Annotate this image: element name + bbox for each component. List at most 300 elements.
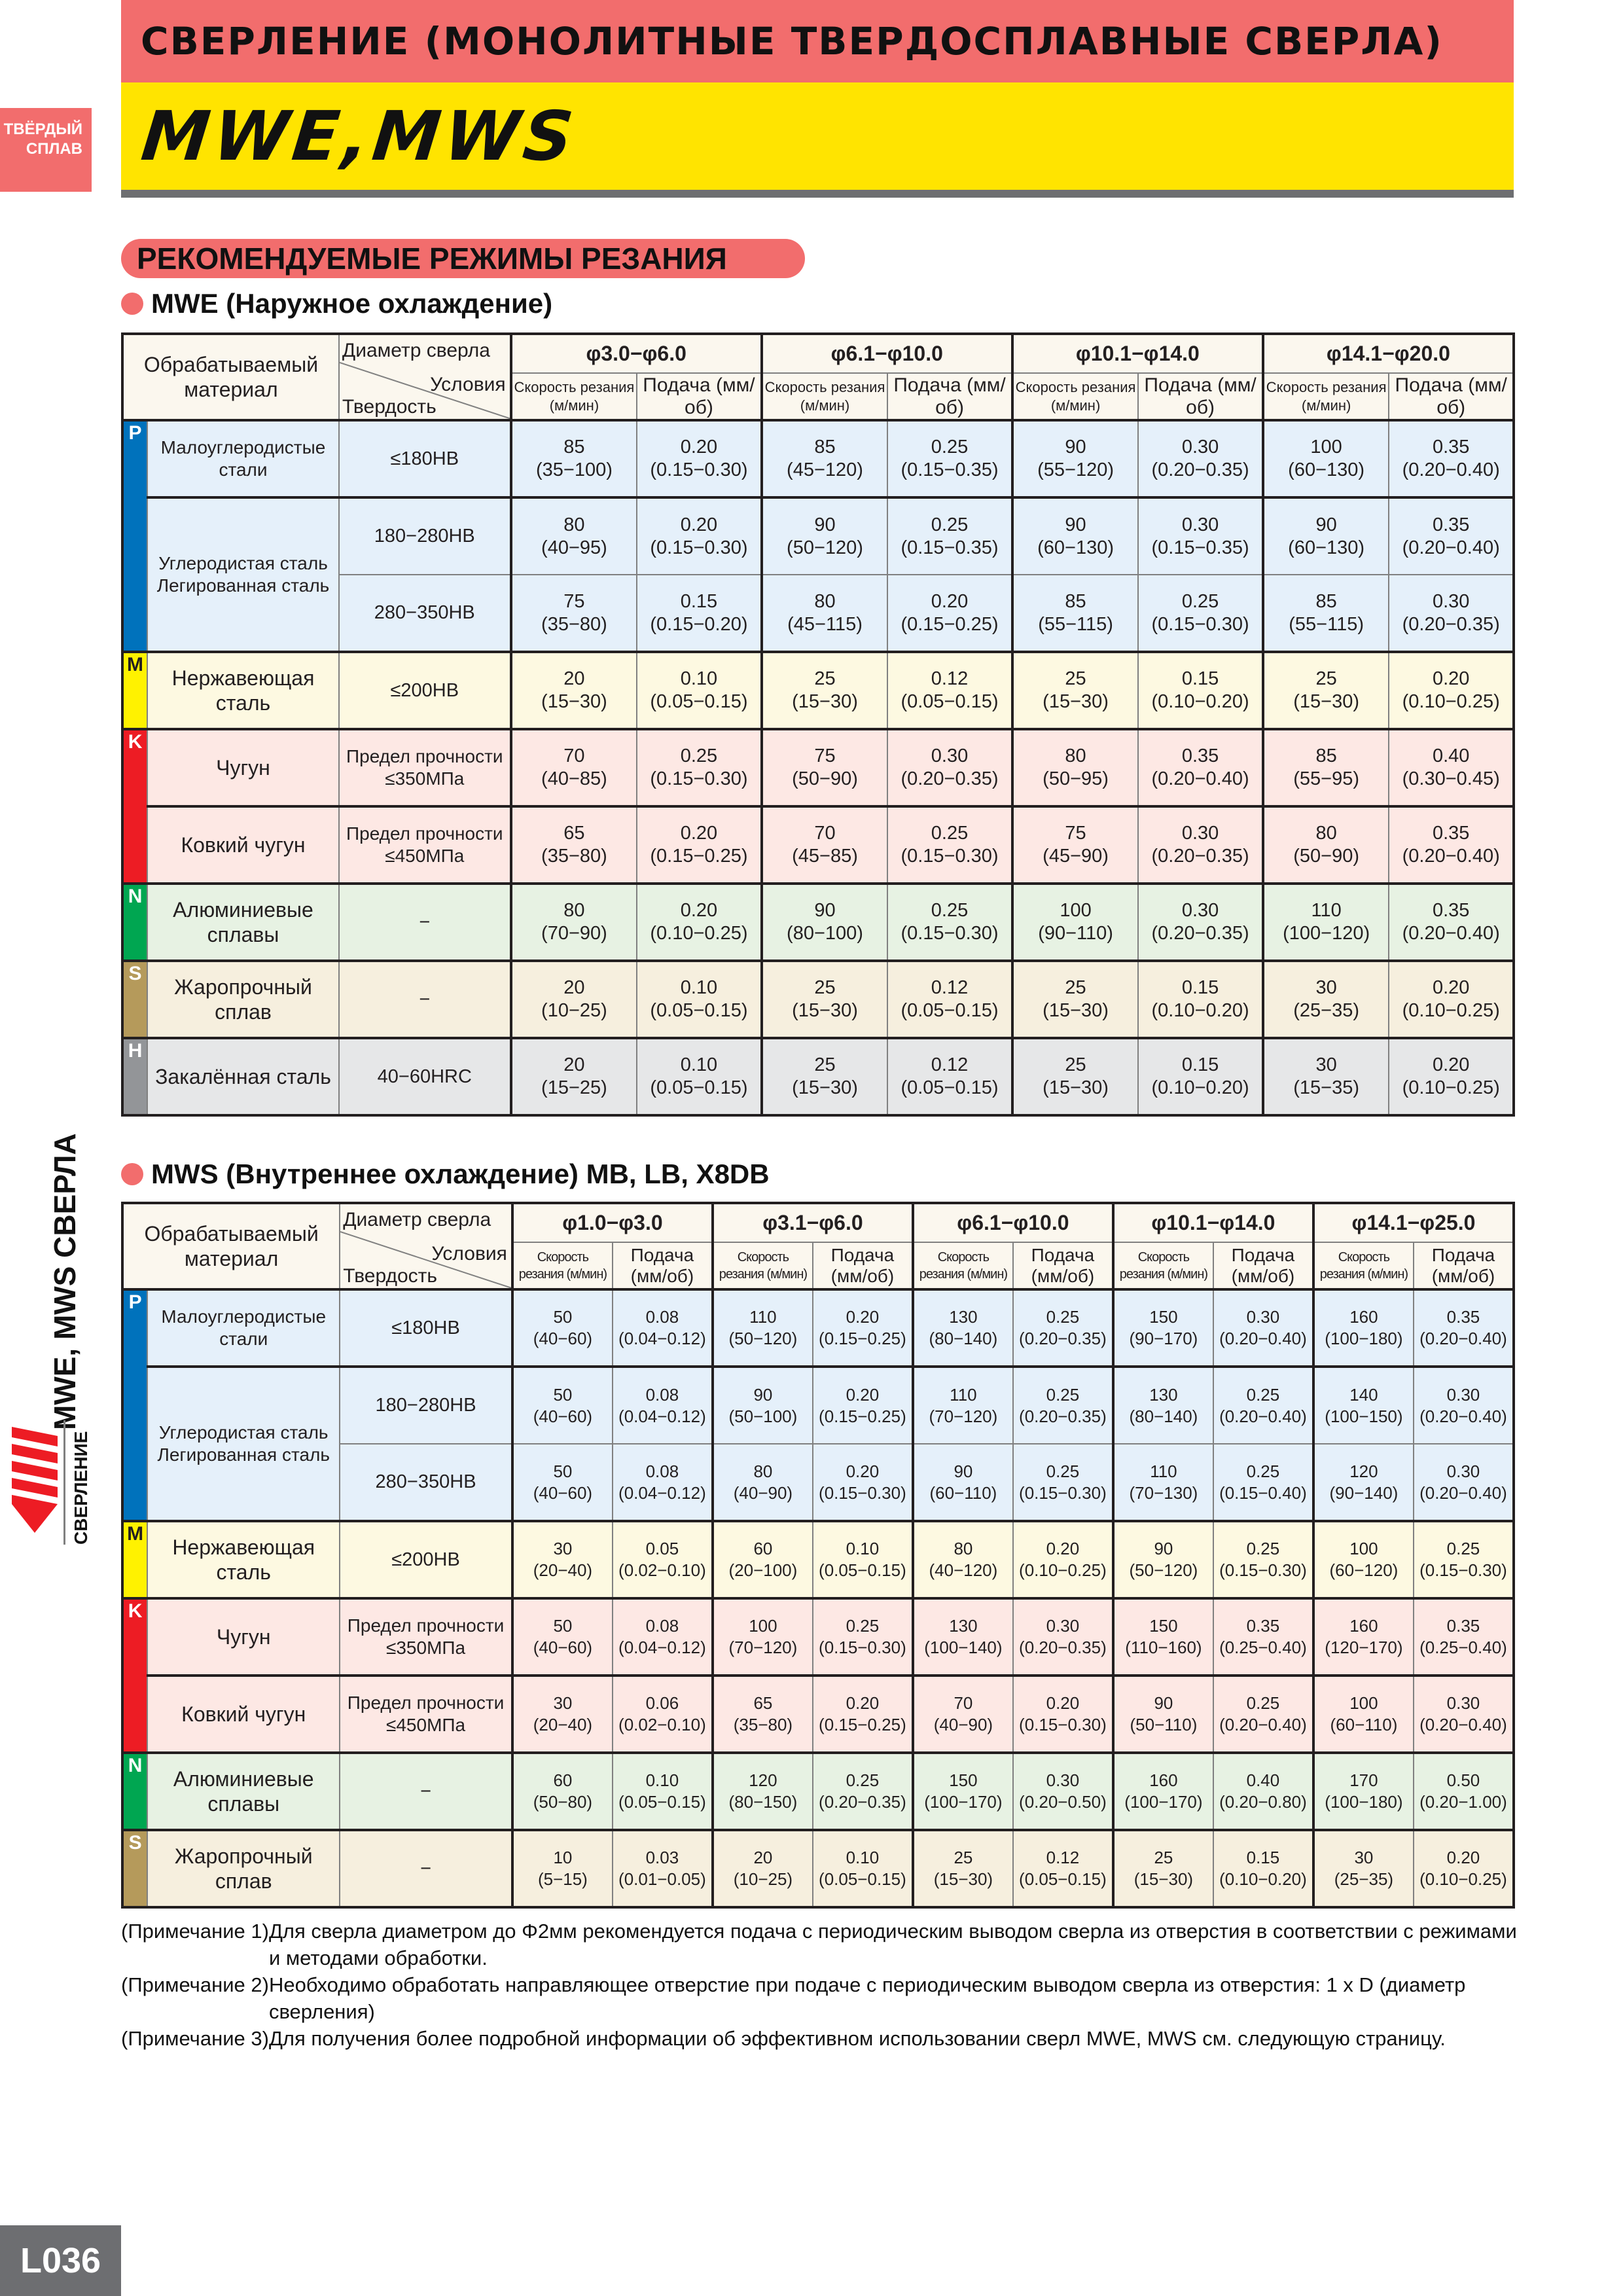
nominal-value: 90 bbox=[1154, 1539, 1173, 1558]
feed-value bbox=[1213, 1289, 1313, 1367]
material-tab-line2: СПЛАВ bbox=[26, 140, 82, 158]
cutting-speed-value bbox=[1263, 729, 1389, 806]
nominal-value: 30 bbox=[1315, 977, 1337, 998]
feed-value bbox=[813, 1753, 913, 1830]
hardness-cell: Предел прочности ≤450МПа bbox=[339, 806, 511, 884]
page-number: L036 bbox=[0, 2225, 121, 2296]
range-value: (35−80) bbox=[733, 1715, 793, 1734]
drill-icon-svg bbox=[0, 1420, 65, 1545]
cutting-speed-value bbox=[1012, 729, 1139, 806]
range-value: (110−160) bbox=[1125, 1638, 1202, 1657]
cutting-speed-value bbox=[512, 1521, 613, 1598]
nominal-value: 0.50 bbox=[1446, 1770, 1480, 1790]
range-value: (0.10−0.25) bbox=[1402, 691, 1500, 712]
range-value: (90−170) bbox=[1129, 1329, 1198, 1348]
nominal-value: 0.25 bbox=[931, 823, 969, 844]
nominal-value: 0.30 bbox=[1446, 1384, 1480, 1405]
cutting-speed-value bbox=[1012, 575, 1139, 652]
range-value: (40−90) bbox=[933, 1715, 993, 1734]
feed-value bbox=[1389, 575, 1514, 652]
range-value: (55−115) bbox=[1289, 613, 1364, 635]
range-value: (0.20−0.40) bbox=[1419, 1715, 1507, 1734]
product-header bbox=[121, 82, 1514, 190]
nominal-value: 0.15 bbox=[1181, 668, 1219, 689]
nominal-value: 0.30 bbox=[1181, 514, 1219, 535]
cutting-speed-value bbox=[1313, 1367, 1414, 1444]
cutting-speed-value bbox=[1313, 1676, 1414, 1753]
feed-value bbox=[637, 420, 762, 497]
material-cell: Жаропрочный сплав bbox=[147, 1830, 340, 1907]
range-value: (0.05−0.15) bbox=[901, 1077, 999, 1098]
nominal-value: 0.30 bbox=[1181, 437, 1219, 457]
nominal-value: 75 bbox=[814, 745, 836, 766]
cutting-speed-value bbox=[1012, 652, 1139, 729]
speed-header: Скорость резания (м/мин) bbox=[1263, 373, 1389, 420]
range-value: (0.15−0.30) bbox=[1219, 1560, 1307, 1580]
bullet-dot-icon bbox=[121, 1163, 143, 1185]
table-row bbox=[122, 729, 1514, 806]
nominal-value: 0.10 bbox=[680, 1054, 718, 1075]
material-cell: Ковкий чугун bbox=[147, 806, 339, 884]
nominal-value: 0.35 bbox=[1446, 1616, 1480, 1636]
cutting-speed-value bbox=[512, 1289, 613, 1367]
nominal-value: 100 bbox=[749, 1616, 777, 1636]
feed-value bbox=[637, 729, 762, 806]
range-value: (40−60) bbox=[533, 1638, 593, 1657]
range-value: (80−100) bbox=[787, 923, 863, 944]
speed-header: Скорость резания (м/мин) bbox=[1113, 1242, 1213, 1289]
speed-header: Скорость резания (м/мин) bbox=[713, 1242, 813, 1289]
cutting-speed-value bbox=[913, 1598, 1013, 1676]
cutting-speed-value bbox=[762, 652, 888, 729]
cutting-speed-value bbox=[512, 1444, 613, 1521]
range-value: (0.15−0.30) bbox=[1151, 613, 1249, 635]
nominal-value: 25 bbox=[1065, 668, 1086, 689]
cutting-speed-value bbox=[1113, 1444, 1213, 1521]
cutting-speed-value bbox=[913, 1367, 1013, 1444]
range-value: (0.15−0.25) bbox=[819, 1715, 906, 1734]
material-cell: Чугун bbox=[147, 1598, 340, 1676]
nominal-value: 80 bbox=[954, 1539, 973, 1558]
cutting-speed-value bbox=[1263, 575, 1389, 652]
range-value: (35−80) bbox=[541, 613, 607, 635]
nominal-value: 90 bbox=[1065, 514, 1086, 535]
range-value: (0.15−0.30) bbox=[1019, 1715, 1107, 1734]
nominal-value: 0.25 bbox=[1046, 1384, 1080, 1405]
range-value: (0.04−0.12) bbox=[618, 1482, 706, 1503]
cutting-speed-value bbox=[1263, 420, 1389, 497]
range-value: (0.25−0.40) bbox=[1419, 1638, 1507, 1657]
nominal-value: 0.12 bbox=[931, 668, 969, 689]
range-value: (80−140) bbox=[1129, 1406, 1198, 1426]
range-value: (0.10−0.25) bbox=[1419, 1869, 1507, 1889]
nominal-value: 0.10 bbox=[645, 1770, 679, 1790]
nominal-value: 0.35 bbox=[1432, 900, 1470, 921]
range-value: (90−140) bbox=[1329, 1482, 1399, 1503]
nominal-value: 170 bbox=[1349, 1770, 1378, 1790]
nominal-value: 80 bbox=[563, 514, 585, 535]
table1-subtitle bbox=[121, 288, 552, 319]
side-category bbox=[0, 1420, 96, 1545]
cutting-speed-value bbox=[713, 1753, 813, 1830]
nominal-value: 90 bbox=[753, 1384, 773, 1405]
range-value: (55−120) bbox=[1037, 459, 1115, 480]
nominal-value: 0.20 bbox=[680, 437, 718, 457]
material-cell: Нержавеющая сталь bbox=[147, 652, 339, 729]
range-value: (0.20−0.40) bbox=[1402, 459, 1500, 480]
range-value: (0.20−0.35) bbox=[1151, 923, 1249, 944]
nominal-value: 150 bbox=[949, 1770, 978, 1790]
range-value: (15−30) bbox=[1293, 691, 1359, 712]
nominal-value: 0.20 bbox=[680, 900, 718, 921]
range-value: (15−30) bbox=[541, 691, 607, 712]
nominal-value: 25 bbox=[1315, 668, 1337, 689]
feed-header: Подача (мм/об) bbox=[813, 1242, 913, 1289]
cutting-speed-value bbox=[511, 497, 637, 575]
feed-value bbox=[1138, 652, 1263, 729]
hardness-cell: 180−280HB bbox=[339, 497, 511, 575]
range-value: (40−95) bbox=[541, 537, 607, 558]
cutting-speed-value bbox=[512, 1830, 613, 1907]
nominal-value: 0.30 bbox=[1446, 1693, 1480, 1713]
mws-cutting-table bbox=[121, 1202, 1515, 1909]
nominal-value: 0.15 bbox=[1246, 1848, 1280, 1867]
cutting-speed-value bbox=[1263, 652, 1389, 729]
range-value: (0.10−0.25) bbox=[1402, 1000, 1500, 1021]
material-cell: Малоуглеродистые стали bbox=[147, 1289, 340, 1367]
range-value: (0.05−0.15) bbox=[901, 1000, 999, 1021]
range-value: (55−95) bbox=[1293, 768, 1359, 789]
feed-value bbox=[813, 1598, 913, 1676]
nominal-value: 75 bbox=[563, 590, 585, 612]
cutting-speed-value bbox=[762, 420, 888, 497]
range-value: (0.20−0.50) bbox=[1019, 1792, 1107, 1812]
table1-subtitle-text: MWE (Наружное охлаждение) bbox=[151, 288, 553, 319]
cutting-speed-value bbox=[762, 497, 888, 575]
hardness-cell: Предел прочности ≤450МПа bbox=[340, 1676, 512, 1753]
nominal-value: 0.30 bbox=[1046, 1616, 1080, 1636]
cutting-speed-value bbox=[1313, 1444, 1414, 1521]
category-header bbox=[121, 0, 1514, 82]
feed-value bbox=[613, 1753, 713, 1830]
feed-value bbox=[887, 961, 1012, 1038]
range-value: (50−110) bbox=[1130, 1715, 1198, 1734]
range-value: (45−120) bbox=[787, 459, 863, 480]
feed-value bbox=[1013, 1676, 1113, 1753]
range-value: (0.20−0.40) bbox=[1151, 768, 1249, 789]
nominal-value: 20 bbox=[563, 668, 585, 689]
nominal-value: 0.25 bbox=[680, 745, 718, 766]
table-row bbox=[122, 1521, 1514, 1598]
nominal-value: 0.20 bbox=[846, 1384, 880, 1405]
range-value: (0.15−0.30) bbox=[901, 846, 999, 867]
nominal-value: 0.15 bbox=[1181, 977, 1219, 998]
range-value: (60−130) bbox=[1288, 459, 1365, 480]
material-tab-line1: ТВЁРДЫЙ bbox=[3, 120, 82, 138]
feed-value bbox=[1389, 497, 1514, 575]
range-value: (100−180) bbox=[1325, 1792, 1403, 1812]
range-value: (0.04−0.12) bbox=[618, 1406, 706, 1426]
hardness-cell: − bbox=[339, 884, 511, 961]
nominal-value: 0.20 bbox=[1432, 1054, 1470, 1075]
iso-group-h-marker: H bbox=[122, 1038, 147, 1115]
nominal-value: 0.10 bbox=[846, 1539, 880, 1558]
feed-value bbox=[613, 1830, 713, 1907]
range-value: (0.05−0.15) bbox=[901, 691, 999, 712]
nominal-value: 0.08 bbox=[645, 1307, 679, 1327]
nominal-value: 0.20 bbox=[680, 823, 718, 844]
range-value: (100−170) bbox=[1124, 1792, 1203, 1812]
table-row bbox=[122, 652, 1514, 729]
nominal-value: 0.20 bbox=[846, 1461, 880, 1481]
nominal-value: 0.25 bbox=[931, 900, 969, 921]
range-value: (0.15−0.30) bbox=[819, 1638, 906, 1657]
range-value: (15−30) bbox=[792, 1000, 858, 1021]
speed-header: Скорость резания (м/мин) bbox=[762, 373, 888, 420]
nominal-value: 60 bbox=[553, 1770, 573, 1790]
feed-value bbox=[1414, 1367, 1514, 1444]
table2-subtitle bbox=[121, 1158, 770, 1190]
cutting-speed-value bbox=[1113, 1367, 1213, 1444]
nominal-value: 65 bbox=[753, 1693, 773, 1713]
nominal-value: 0.25 bbox=[1246, 1539, 1280, 1558]
nominal-value: 140 bbox=[1349, 1384, 1378, 1405]
range-value: (50−120) bbox=[1129, 1560, 1198, 1580]
header-material: Обрабатываемый материал bbox=[122, 1203, 340, 1289]
range-value: (0.25−0.40) bbox=[1219, 1638, 1307, 1657]
nominal-value: 0.35 bbox=[1432, 514, 1470, 535]
range-value: (0.10−0.25) bbox=[1019, 1560, 1107, 1580]
nominal-value: 90 bbox=[1154, 1693, 1173, 1713]
range-value: (60−130) bbox=[1288, 537, 1365, 558]
nominal-value: 0.25 bbox=[846, 1770, 880, 1790]
feed-value bbox=[1414, 1289, 1514, 1367]
nominal-value: 0.25 bbox=[846, 1616, 880, 1636]
cutting-speed-value bbox=[1313, 1521, 1414, 1598]
feed-value bbox=[637, 961, 762, 1038]
feed-value bbox=[1213, 1676, 1313, 1753]
nominal-value: 110 bbox=[950, 1384, 977, 1405]
cutting-speed-value bbox=[762, 575, 888, 652]
nominal-value: 20 bbox=[563, 977, 585, 998]
feed-header: Подача (мм/об) bbox=[1013, 1242, 1113, 1289]
nominal-value: 25 bbox=[954, 1848, 973, 1867]
cutting-speed-value bbox=[511, 652, 637, 729]
feed-value bbox=[613, 1444, 713, 1521]
nominal-value: 0.20 bbox=[1046, 1539, 1080, 1558]
cutting-speed-value bbox=[512, 1753, 613, 1830]
range-value: (0.15−0.40) bbox=[1219, 1482, 1307, 1503]
range-value: (20−40) bbox=[533, 1560, 593, 1580]
range-value: (0.20−0.40) bbox=[1219, 1406, 1307, 1426]
cutting-speed-value bbox=[1012, 497, 1139, 575]
cutting-speed-value bbox=[1113, 1830, 1213, 1907]
feed-value bbox=[1013, 1753, 1113, 1830]
cutting-speed-value bbox=[1263, 884, 1389, 961]
cutting-speed-value bbox=[1313, 1753, 1414, 1830]
header-diagonal-cell bbox=[340, 1203, 512, 1289]
range-value: (40−85) bbox=[541, 768, 607, 789]
range-value: (15−35) bbox=[1293, 1077, 1359, 1098]
feed-value bbox=[1389, 961, 1514, 1038]
cutting-speed-value bbox=[913, 1444, 1013, 1521]
range-value: (15−30) bbox=[1043, 1077, 1109, 1098]
note-label: (Примечание 1) bbox=[121, 1920, 269, 1943]
feed-header: Подача (мм/об) bbox=[1389, 373, 1514, 420]
nominal-value: 0.25 bbox=[1246, 1461, 1280, 1481]
material-cell: Малоуглеродистые стали bbox=[147, 420, 339, 497]
nominal-value: 0.20 bbox=[680, 514, 718, 535]
range-value: (0.05−0.15) bbox=[1019, 1869, 1107, 1889]
cutting-speed-value bbox=[713, 1444, 813, 1521]
iso-group-p-marker: P bbox=[122, 420, 147, 652]
nominal-value: 0.08 bbox=[645, 1461, 679, 1481]
cutting-speed-value bbox=[511, 884, 637, 961]
range-value: (50−90) bbox=[1293, 846, 1359, 867]
nominal-value: 120 bbox=[749, 1770, 777, 1790]
range-value: (0.15−0.35) bbox=[901, 459, 999, 480]
nominal-value: 85 bbox=[1065, 590, 1086, 612]
cutting-speed-value bbox=[713, 1289, 813, 1367]
nominal-value: 150 bbox=[1149, 1307, 1178, 1327]
range-value: (40−60) bbox=[533, 1329, 593, 1348]
range-value: (0.15−0.30) bbox=[1019, 1482, 1107, 1503]
range-value: (100−150) bbox=[1325, 1406, 1403, 1426]
nominal-value: 0.25 bbox=[1446, 1539, 1480, 1558]
nominal-value: 65 bbox=[563, 823, 585, 844]
range-value: (5−15) bbox=[537, 1869, 588, 1889]
diameter-range: φ14.1−φ25.0 bbox=[1313, 1203, 1514, 1242]
range-value: (0.04−0.12) bbox=[618, 1329, 706, 1348]
nominal-value: 0.06 bbox=[645, 1693, 679, 1713]
cutting-speed-value bbox=[713, 1367, 813, 1444]
nominal-value: 160 bbox=[1349, 1616, 1378, 1636]
range-value: (40−90) bbox=[733, 1482, 793, 1503]
hardness-cell: ≤200HB bbox=[339, 652, 511, 729]
range-value: (15−30) bbox=[792, 1077, 858, 1098]
feed-value bbox=[637, 884, 762, 961]
material-cell: Закалённая сталь bbox=[147, 1038, 339, 1115]
feed-value bbox=[1013, 1521, 1113, 1598]
feed-value bbox=[1013, 1367, 1113, 1444]
feed-value bbox=[1414, 1830, 1514, 1907]
range-value: (0.20−0.35) bbox=[819, 1792, 906, 1812]
nominal-value: 0.25 bbox=[931, 437, 969, 457]
cutting-speed-value bbox=[511, 806, 637, 884]
feed-value bbox=[1013, 1289, 1113, 1367]
note-text: Необходимо обработать направляющее отверстие при подаче с периодическим выводом сверла из отверстия: 1 х D (диаметр сверления) bbox=[268, 1973, 1466, 2023]
table-row bbox=[122, 1830, 1514, 1907]
diameter-range: φ3.0−φ6.0 bbox=[511, 334, 762, 373]
header-hardness-label: Твердость bbox=[342, 396, 437, 418]
feed-value bbox=[887, 575, 1012, 652]
nominal-value: 90 bbox=[1315, 514, 1337, 535]
cutting-speed-value bbox=[762, 806, 888, 884]
nominal-value: 0.25 bbox=[1046, 1461, 1080, 1481]
nominal-value: 70 bbox=[563, 745, 585, 766]
nominal-value: 20 bbox=[563, 1054, 585, 1075]
feed-value bbox=[1414, 1444, 1514, 1521]
iso-group-s-marker: S bbox=[122, 961, 147, 1038]
range-value: (0.20−0.40) bbox=[1402, 537, 1500, 558]
range-value: (50−120) bbox=[728, 1329, 798, 1348]
cutting-speed-value bbox=[511, 575, 637, 652]
range-value: (0.10−0.25) bbox=[1402, 1077, 1500, 1098]
feed-value bbox=[1138, 884, 1263, 961]
speed-header: Скорость резания (м/мин) bbox=[1012, 373, 1139, 420]
feed-header: Подача (мм/об) bbox=[637, 373, 762, 420]
range-value: (20−40) bbox=[533, 1715, 593, 1734]
nominal-value: 0.10 bbox=[680, 977, 718, 998]
cutting-speed-value bbox=[1313, 1289, 1414, 1367]
cutting-speed-value bbox=[913, 1753, 1013, 1830]
nominal-value: 100 bbox=[1349, 1539, 1378, 1558]
cutting-speed-value bbox=[762, 1038, 888, 1115]
nominal-value: 85 bbox=[563, 437, 585, 457]
nominal-value: 90 bbox=[814, 900, 836, 921]
note-label: (Примечание 2) bbox=[121, 1973, 269, 1996]
feed-value bbox=[887, 497, 1012, 575]
feed-value bbox=[1138, 1038, 1263, 1115]
feed-value bbox=[1414, 1521, 1514, 1598]
nominal-value: 0.12 bbox=[931, 1054, 969, 1075]
range-value: (120−170) bbox=[1325, 1638, 1403, 1657]
material-cell: Чугун bbox=[147, 729, 339, 806]
diameter-range: φ14.1−φ20.0 bbox=[1263, 334, 1514, 373]
feed-value bbox=[813, 1444, 913, 1521]
material-tab bbox=[0, 108, 92, 192]
feed-value bbox=[1013, 1598, 1113, 1676]
cutting-speed-value bbox=[511, 729, 637, 806]
range-value: (0.10−0.25) bbox=[650, 923, 748, 944]
cutting-speed-value bbox=[1012, 420, 1139, 497]
range-value: (70−120) bbox=[929, 1406, 998, 1426]
hardness-cell: 280−350HB bbox=[340, 1444, 512, 1521]
nominal-value: 0.30 bbox=[931, 745, 969, 766]
range-value: (0.20−0.35) bbox=[1019, 1406, 1107, 1426]
nominal-value: 30 bbox=[553, 1539, 573, 1558]
feed-value bbox=[1389, 729, 1514, 806]
range-value: (0.01−0.05) bbox=[618, 1869, 706, 1889]
table-row bbox=[122, 420, 1514, 497]
range-value: (0.20−0.40) bbox=[1219, 1715, 1307, 1734]
range-value: (40−60) bbox=[533, 1482, 593, 1503]
header-diagonal-cell bbox=[339, 334, 511, 420]
cutting-speed-value bbox=[762, 729, 888, 806]
range-value: (0.20−0.40) bbox=[1402, 846, 1500, 867]
side-vertical-title-text: MWE, MWS СВЕРЛА bbox=[48, 1133, 82, 1430]
hardness-cell: ≤180HB bbox=[339, 420, 511, 497]
nominal-value: 90 bbox=[814, 514, 836, 535]
feed-value bbox=[887, 420, 1012, 497]
header-diameter-label: Диаметр сверла bbox=[343, 1209, 491, 1230]
nominal-value: 25 bbox=[814, 1054, 836, 1075]
table-row bbox=[122, 1598, 1514, 1676]
feed-value bbox=[1138, 497, 1263, 575]
range-value: (50−80) bbox=[533, 1792, 593, 1812]
cutting-speed-value bbox=[1012, 961, 1139, 1038]
note-text: Для получения более подробной информации об эффективном использовании сверл MWE, MWS см. следующую страницу. bbox=[268, 2027, 1446, 2050]
range-value: (0.10−0.20) bbox=[1151, 1000, 1249, 1021]
nominal-value: 130 bbox=[1149, 1384, 1178, 1405]
range-value: (0.02−0.10) bbox=[618, 1560, 706, 1580]
bullet-dot-icon bbox=[121, 293, 143, 315]
iso-group-m-marker: M bbox=[122, 1521, 147, 1598]
cutting-speed-value bbox=[913, 1521, 1013, 1598]
range-value: (0.20−0.40) bbox=[1419, 1406, 1507, 1426]
range-value: (0.04−0.12) bbox=[618, 1638, 706, 1657]
nominal-value: 0.08 bbox=[645, 1384, 679, 1405]
